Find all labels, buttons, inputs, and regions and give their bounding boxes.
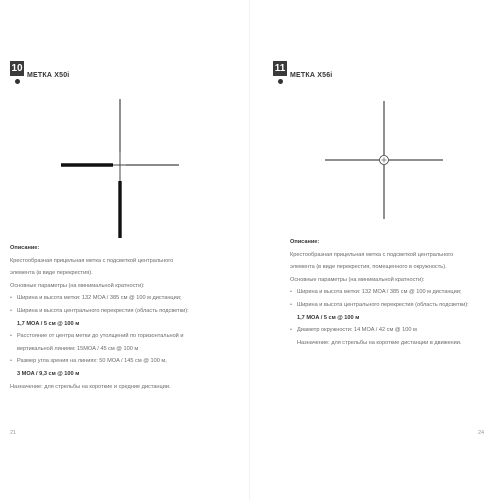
param-item: • Диаметр окружности: 14 MOA / 42 см @ 100 м [290, 324, 469, 337]
page-number-badge: 10 [11, 63, 23, 74]
purpose-text: Назначение: для стрельбы на короткие дистанции в движении. [297, 339, 462, 346]
param-item-value: вертикальной линиям: 15MOA / 45 см @ 100 м [17, 345, 139, 352]
reticle-x56i-diagram [250, 0, 500, 260]
purpose-text: Назначение: для стрельбы на короткие и средние дистанции. [10, 383, 171, 390]
reticle-title: МЕТКА X50i [27, 72, 70, 79]
description-block [290, 236, 469, 349]
param-item: • Размер угла зрения на линиях: 50 MOA / 145 см @ 100 м, [10, 355, 189, 368]
reticle-title: МЕТКА X56i [290, 72, 333, 79]
description-heading: Описание: [10, 245, 40, 251]
params-heading: Основные параметры (на минимальной кратности): [290, 276, 425, 283]
param-item: • Расстояние от центра метки до утолщений по горизонтальной и [10, 330, 189, 343]
intro-line-1: Крестообразная прицельная метка с подсветкой центрального [290, 251, 454, 258]
param-item-value: 1,7 MOA / 5 см @ 100 м [17, 320, 80, 327]
right-page [250, 0, 500, 500]
footer-page-number: 21 [10, 430, 17, 436]
param-item-value: 1,7 MOA / 5 см @ 100 м [297, 314, 360, 321]
footer-page-number: 24 [478, 430, 485, 436]
param-item: • Ширина и высота центрального перекрестия (область подсветки): [290, 299, 469, 312]
reticle-x50i-diagram [0, 0, 250, 260]
params-heading: Основные параметры (на минимальной кратности): [10, 282, 145, 289]
intro-line-1: Крестообразная прицельная метка с подсветкой центрального [10, 257, 174, 264]
description-heading: Описание: [290, 239, 320, 245]
page-number-badge: 11 [274, 63, 286, 74]
intro-line-2: элемента (в виде перекрестия, помещенного в окружность). [290, 264, 447, 271]
param-item: • Ширина и высота метки: 132 MOA / 385 см @ 100 м дистанции; [10, 292, 189, 305]
param-item: • Ширина и высота метки: 132 MOA / 385 см @ 100 м дистанции; [290, 286, 469, 299]
param-item-value: 3 MOA / 9,3 см @ 100 м [17, 370, 80, 377]
description-block [10, 242, 189, 393]
intro-line-2: элемента (в виде перекрестия). [10, 270, 93, 277]
param-item: • Ширина и высота центрального перекрестия (область подсветки): [10, 305, 189, 318]
